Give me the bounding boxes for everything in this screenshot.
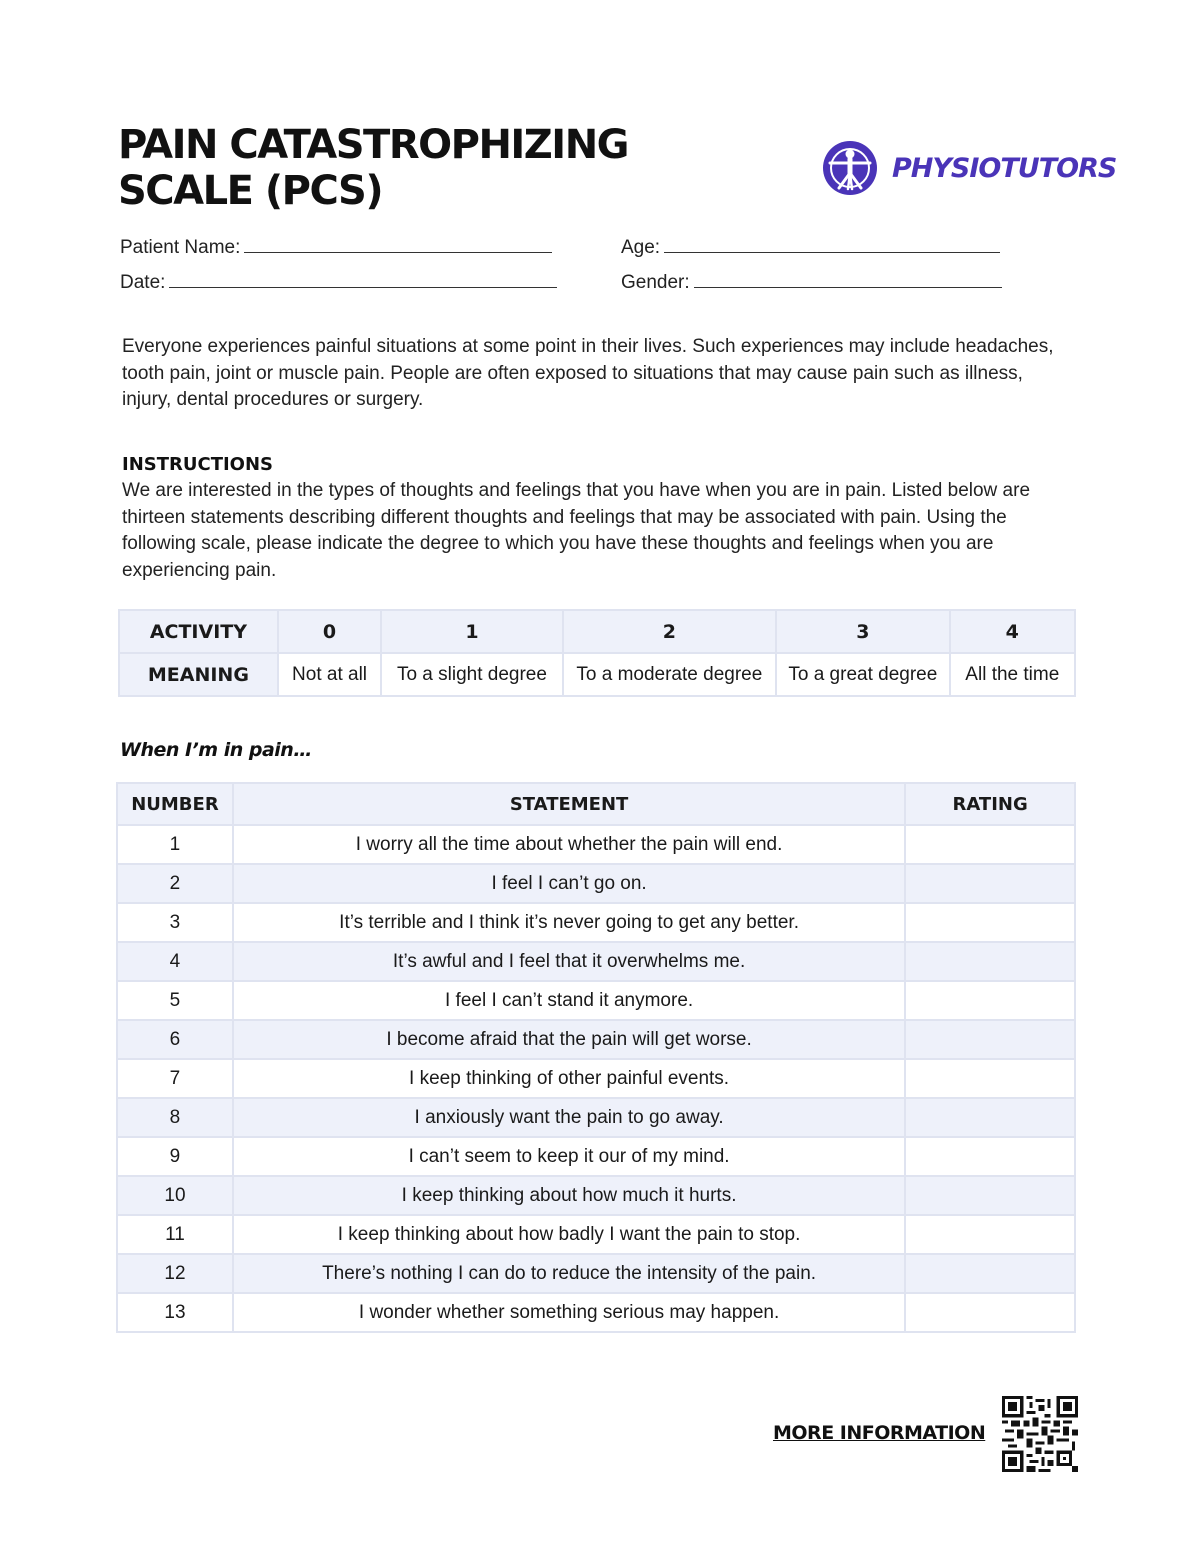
table-row xyxy=(117,1098,1075,1137)
more-information-link[interactable]: MORE INFORMATION xyxy=(773,1422,986,1444)
scale-meaning-0: Not at all xyxy=(278,653,381,696)
title-line-1: PAIN CATASTROPHIZING xyxy=(118,122,628,168)
number-cell: 4 xyxy=(117,942,233,981)
table-row xyxy=(117,825,1075,864)
title-line-2: SCALE (PCS) xyxy=(118,168,383,214)
scale-value-0: 0 xyxy=(278,610,381,653)
number-cell: 13 xyxy=(117,1293,233,1332)
statement-cell: I keep thinking about how badly I want the pain to stop. xyxy=(233,1215,905,1254)
table-row xyxy=(117,942,1075,981)
scale-activity-row xyxy=(119,610,1075,653)
rating-column-header: RATING xyxy=(905,783,1075,825)
scale-activity-label: ACTIVITY xyxy=(119,610,278,653)
date-label: Date: xyxy=(120,272,166,293)
number-cell: 2 xyxy=(117,864,233,903)
table-row xyxy=(117,1176,1075,1215)
rating-cell[interactable] xyxy=(905,825,1075,864)
rating-cell[interactable] xyxy=(905,1254,1075,1293)
table-row xyxy=(117,903,1075,942)
number-column-header: NUMBER xyxy=(117,783,233,825)
number-cell: 11 xyxy=(117,1215,233,1254)
number-cell: 1 xyxy=(117,825,233,864)
instructions-paragraph: We are interested in the types of thoughts and feelings that you have when you are in pain. Listed below are thirteen statements describing different thoughts and feelings that may be associated with pain. Using the following scale, please indicate the degree to which you have these thoughts and feelings when you are experiencing pain. xyxy=(122,480,1031,581)
statement-cell: I can’t seem to keep it our of my mind. xyxy=(233,1137,905,1176)
gender-field[interactable] xyxy=(621,271,1002,294)
qr-code-icon[interactable] xyxy=(1002,1396,1078,1472)
gender-line[interactable] xyxy=(694,271,1002,288)
statement-cell: I become afraid that the pain will get worse. xyxy=(233,1020,905,1059)
statement-cell: I wonder whether something serious may happen. xyxy=(233,1293,905,1332)
rating-cell[interactable] xyxy=(905,1059,1075,1098)
statement-cell: I feel I can’t go on. xyxy=(233,864,905,903)
statements-header-row xyxy=(117,783,1075,825)
vitruvian-man-icon xyxy=(822,140,878,196)
scale-meaning-4: All the time xyxy=(950,653,1075,696)
scale-value-1: 1 xyxy=(381,610,562,653)
scale-meaning-1: To a slight degree xyxy=(381,653,562,696)
rating-cell[interactable] xyxy=(905,1020,1075,1059)
rating-cell[interactable] xyxy=(905,864,1075,903)
rating-cell[interactable] xyxy=(905,1098,1075,1137)
scale-value-2: 2 xyxy=(563,610,776,653)
table-row xyxy=(117,1293,1075,1332)
number-cell: 12 xyxy=(117,1254,233,1293)
number-cell: 10 xyxy=(117,1176,233,1215)
number-cell: 9 xyxy=(117,1137,233,1176)
statement-cell: There’s nothing I can do to reduce the intensity of the pain. xyxy=(233,1254,905,1293)
section-subheading: When I’m in pain… xyxy=(120,739,312,761)
page-title xyxy=(118,122,628,214)
scale-meaning-row xyxy=(119,653,1075,696)
date-field[interactable] xyxy=(120,271,557,294)
statement-cell: I worry all the time about whether the pain will end. xyxy=(233,825,905,864)
table-row xyxy=(117,981,1075,1020)
statements-body xyxy=(117,825,1075,1332)
rating-cell[interactable] xyxy=(905,1137,1075,1176)
rating-cell[interactable] xyxy=(905,1176,1075,1215)
number-cell: 3 xyxy=(117,903,233,942)
table-row xyxy=(117,1137,1075,1176)
scale-value-4: 4 xyxy=(950,610,1075,653)
age-line[interactable] xyxy=(664,236,1000,253)
table-row xyxy=(117,1059,1075,1098)
rating-cell[interactable] xyxy=(905,981,1075,1020)
rating-cell[interactable] xyxy=(905,1293,1075,1332)
rating-cell[interactable] xyxy=(905,903,1075,942)
table-row xyxy=(117,1020,1075,1059)
logo-text: PHYSIOTUTORS xyxy=(892,152,1117,184)
statement-cell: I keep thinking of other painful events. xyxy=(233,1059,905,1098)
patient-name-field[interactable] xyxy=(120,236,552,259)
instructions-heading: INSTRUCTIONS xyxy=(122,454,273,475)
scale-meaning-label: MEANING xyxy=(119,653,278,696)
rating-scale-table xyxy=(118,609,1076,697)
patient-name-line[interactable] xyxy=(244,236,552,253)
scale-value-3: 3 xyxy=(776,610,950,653)
number-cell: 6 xyxy=(117,1020,233,1059)
statement-cell: It’s awful and I feel that it overwhelms me. xyxy=(233,942,905,981)
table-row xyxy=(117,864,1075,903)
age-field[interactable] xyxy=(621,236,1000,259)
age-label: Age: xyxy=(621,237,661,258)
scale-meaning-3: To a great degree xyxy=(776,653,950,696)
statement-column-header: STATEMENT xyxy=(233,783,905,825)
number-cell: 5 xyxy=(117,981,233,1020)
number-cell: 7 xyxy=(117,1059,233,1098)
rating-cell[interactable] xyxy=(905,1215,1075,1254)
number-cell: 8 xyxy=(117,1098,233,1137)
statement-cell: I feel I can’t stand it anymore. xyxy=(233,981,905,1020)
statement-cell: I keep thinking about how much it hurts. xyxy=(233,1176,905,1215)
statements-table xyxy=(116,782,1076,1333)
gender-label: Gender: xyxy=(621,272,690,293)
patient-name-label: Patient Name: xyxy=(120,237,241,258)
table-row xyxy=(117,1254,1075,1293)
statement-cell: I anxiously want the pain to go away. xyxy=(233,1098,905,1137)
table-row xyxy=(117,1215,1075,1254)
physiotutors-logo[interactable] xyxy=(822,140,1116,196)
date-line[interactable] xyxy=(169,271,557,288)
rating-cell[interactable] xyxy=(905,942,1075,981)
statement-cell: It’s terrible and I think it’s never going to get any better. xyxy=(233,903,905,942)
scale-meaning-2: To a moderate degree xyxy=(563,653,776,696)
intro-paragraph: Everyone experiences painful situations at some point in their lives. Such experiences may include headaches, tooth pain, joint or muscle pain. People are often exposed to situations that may cause pain such as illness, injury, dental procedures or surgery. xyxy=(122,336,1054,410)
